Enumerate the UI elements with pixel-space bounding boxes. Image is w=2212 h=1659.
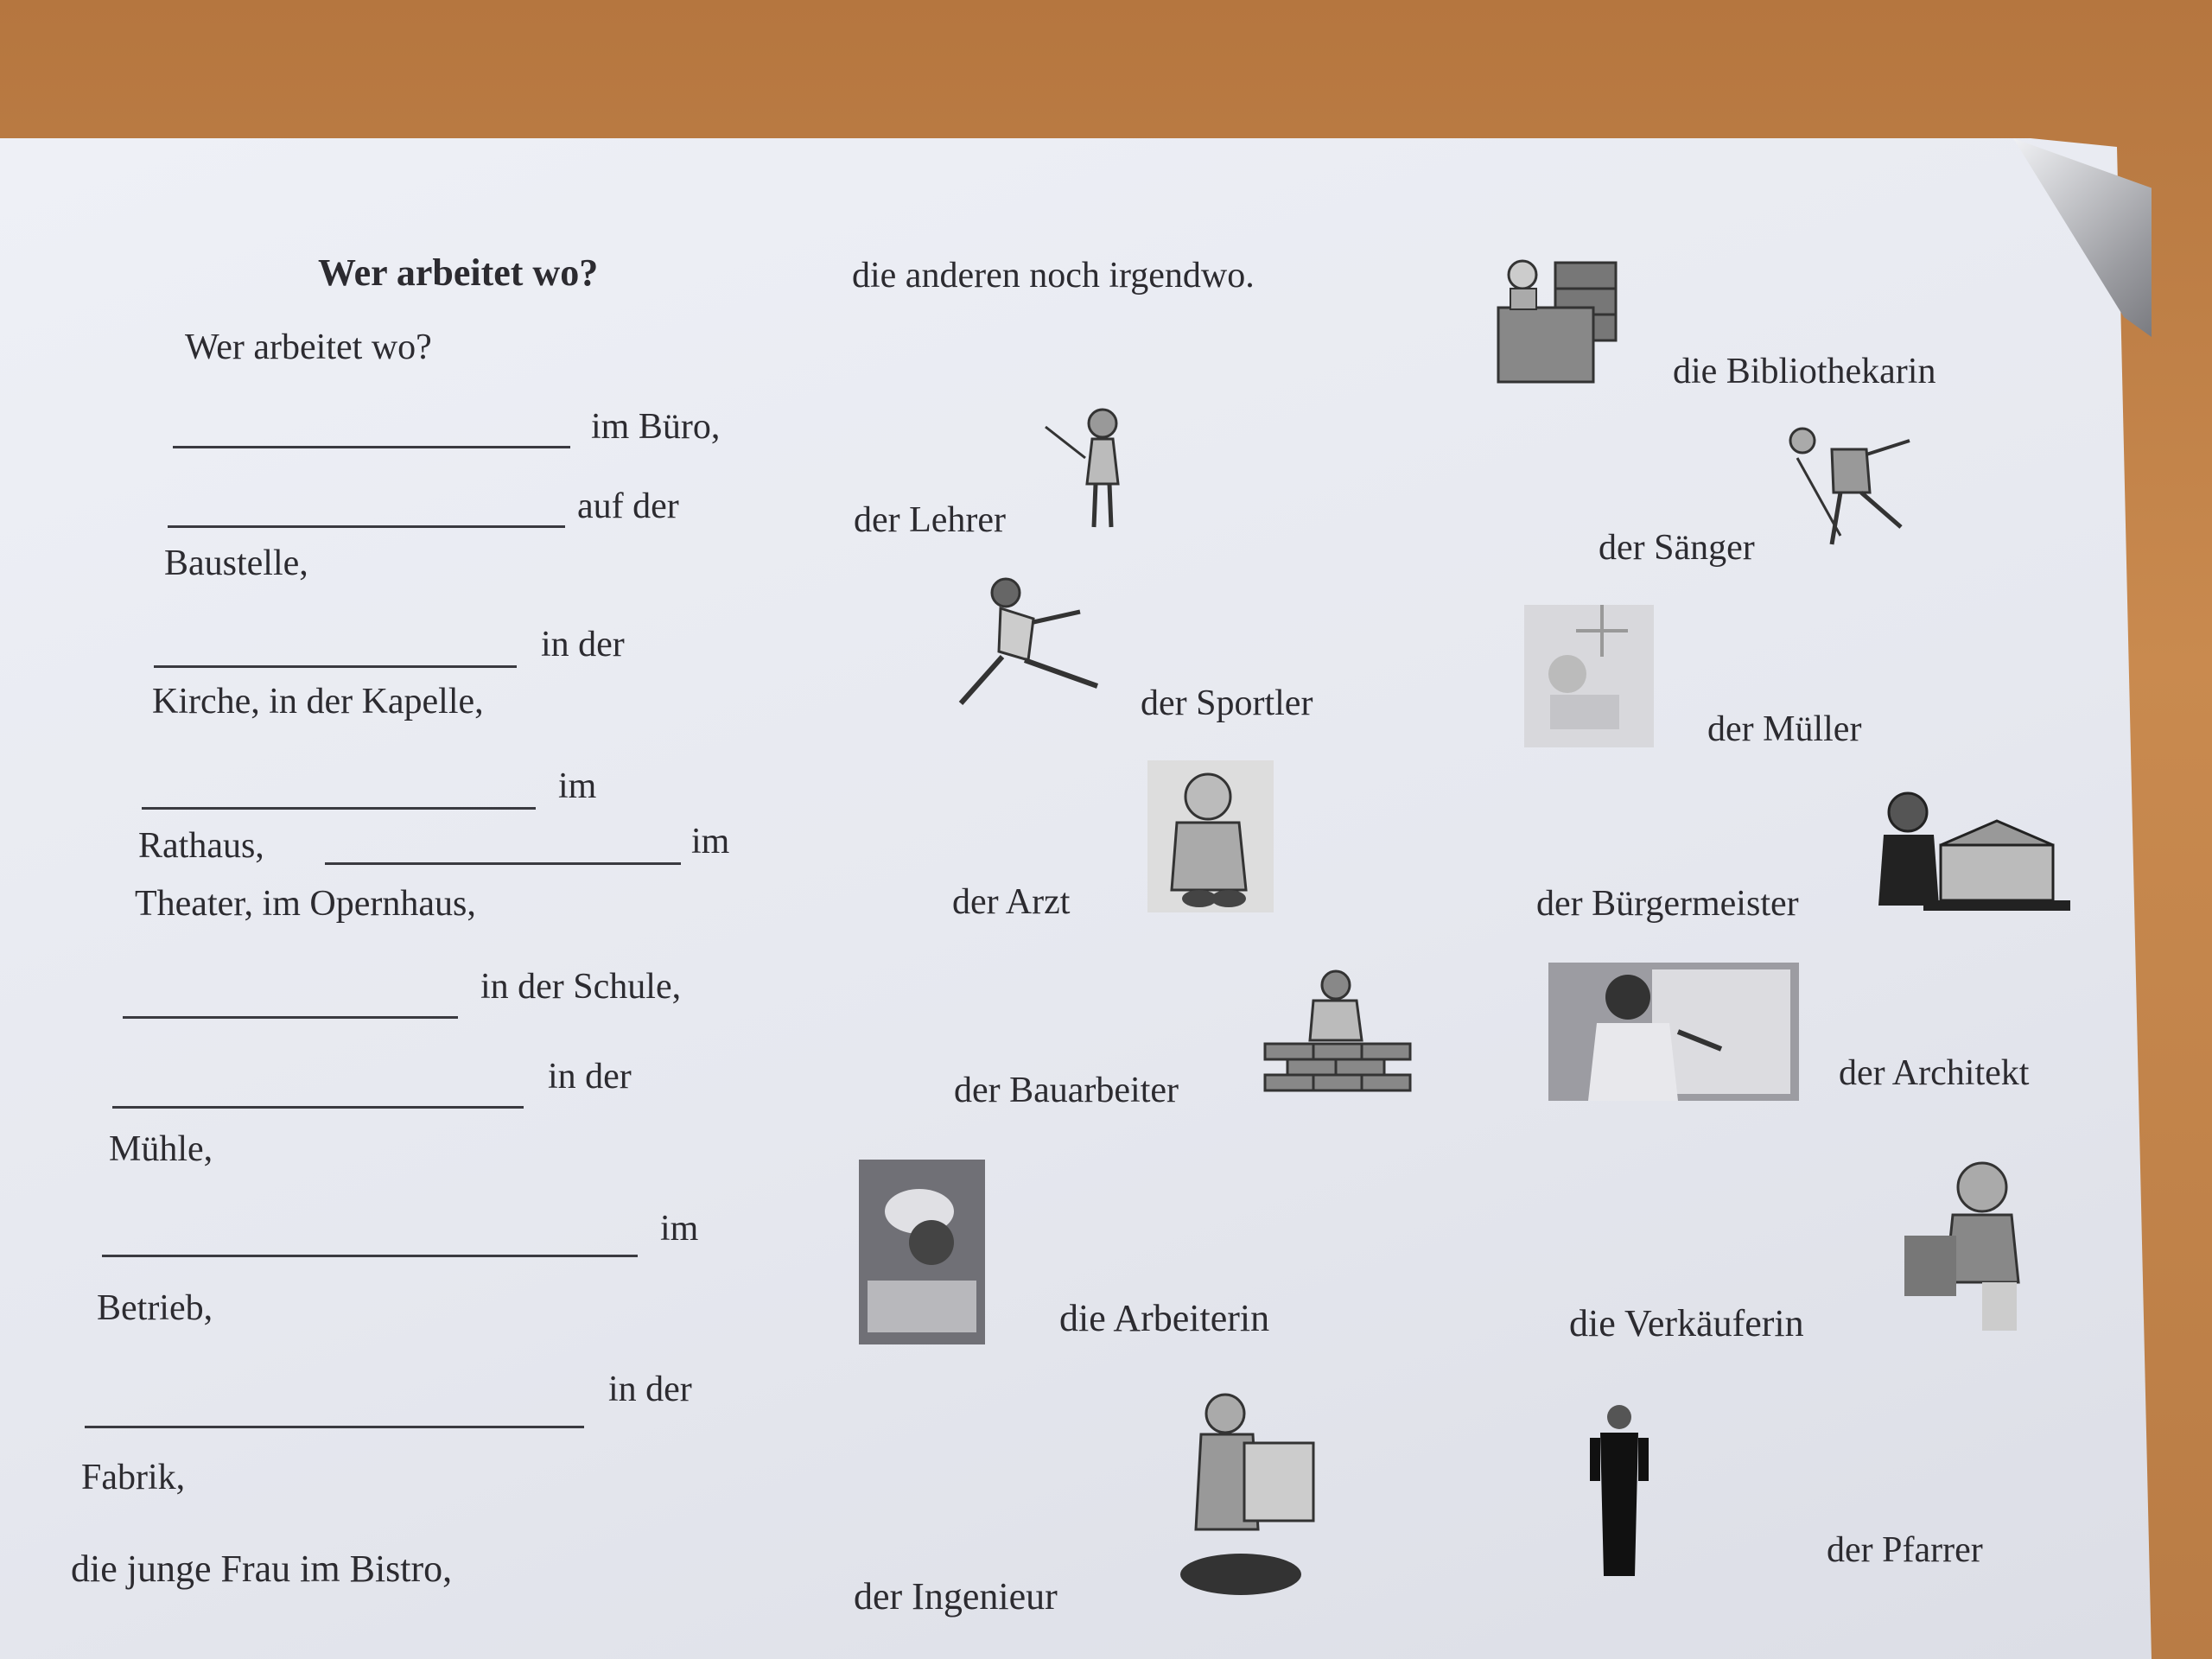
line-text: im	[691, 822, 730, 861]
line-text: Fabrik,	[81, 1458, 186, 1497]
answer-blank-3[interactable]	[154, 665, 517, 668]
answer-blank-1[interactable]	[173, 446, 570, 448]
word-buergermeister: der Bürgermeister	[1536, 884, 1799, 924]
line-text: in der	[548, 1057, 632, 1096]
word-pfarrer: der Pfarrer	[1827, 1530, 1983, 1570]
answer-blank-9[interactable]	[85, 1426, 584, 1428]
saleswoman-picture	[1904, 1153, 2043, 1334]
continuation-text: die anderen noch irgendwo.	[852, 256, 1255, 296]
doctor-picture	[1147, 760, 1274, 912]
word-bibliothekarin: die Bibliothekarin	[1673, 352, 1936, 391]
line-text: Baustelle,	[164, 543, 308, 583]
engineer-picture	[1166, 1382, 1322, 1599]
worker-woman-picture	[859, 1160, 985, 1344]
answer-blank-4[interactable]	[142, 807, 536, 810]
line-text: Kirche, in der Kapelle,	[152, 682, 484, 721]
word-verkaeuferin: die Verkäuferin	[1569, 1302, 1804, 1344]
line-text: Betrieb,	[97, 1288, 213, 1328]
word-mueller: der Müller	[1707, 709, 1862, 749]
line-text: im	[660, 1209, 699, 1249]
word-saenger: der Sänger	[1599, 528, 1755, 568]
teacher-picture	[1042, 406, 1137, 536]
miller-picture	[1524, 605, 1654, 747]
line-text: in der	[541, 625, 625, 664]
worksheet-subtitle: Wer arbeitet wo?	[185, 327, 432, 367]
answer-blank-8[interactable]	[102, 1255, 638, 1257]
architect-picture	[1548, 963, 1799, 1101]
word-lehrer: der Lehrer	[854, 500, 1007, 540]
answer-blank-7[interactable]	[112, 1106, 524, 1109]
singer-picture	[1780, 423, 1927, 553]
word-arbeiterin: die Arbeiterin	[1059, 1297, 1270, 1339]
answer-blank-5[interactable]	[325, 862, 681, 865]
line-text: in der Schule,	[480, 967, 682, 1007]
line-text: Theater, im Opernhaus,	[135, 884, 476, 924]
priest-picture	[1585, 1400, 1654, 1578]
line-text: Rathaus,	[138, 826, 264, 866]
line-text: Mühle,	[109, 1129, 213, 1169]
answer-blank-6[interactable]	[123, 1016, 458, 1019]
word-architekt: der Architekt	[1839, 1053, 2030, 1093]
construction-worker-picture	[1262, 966, 1415, 1097]
line-text: im	[558, 766, 597, 806]
line-text: auf der	[577, 486, 679, 526]
worksheet-title: Wer arbeitet wo?	[318, 251, 599, 294]
librarian-picture	[1495, 257, 1624, 387]
athlete-picture	[950, 574, 1106, 721]
answer-blank-2[interactable]	[168, 525, 565, 528]
line-text: im Büro,	[591, 407, 721, 447]
word-arzt: der Arzt	[952, 882, 1071, 922]
word-ingenieur: der Ingenieur	[854, 1575, 1058, 1618]
word-bauarbeiter: der Bauarbeiter	[954, 1071, 1179, 1110]
mayor-picture	[1872, 785, 2070, 914]
word-sportler: der Sportler	[1141, 683, 1313, 723]
line-text: in der	[608, 1370, 692, 1409]
line-text: die junge Frau im Bistro,	[71, 1548, 453, 1590]
